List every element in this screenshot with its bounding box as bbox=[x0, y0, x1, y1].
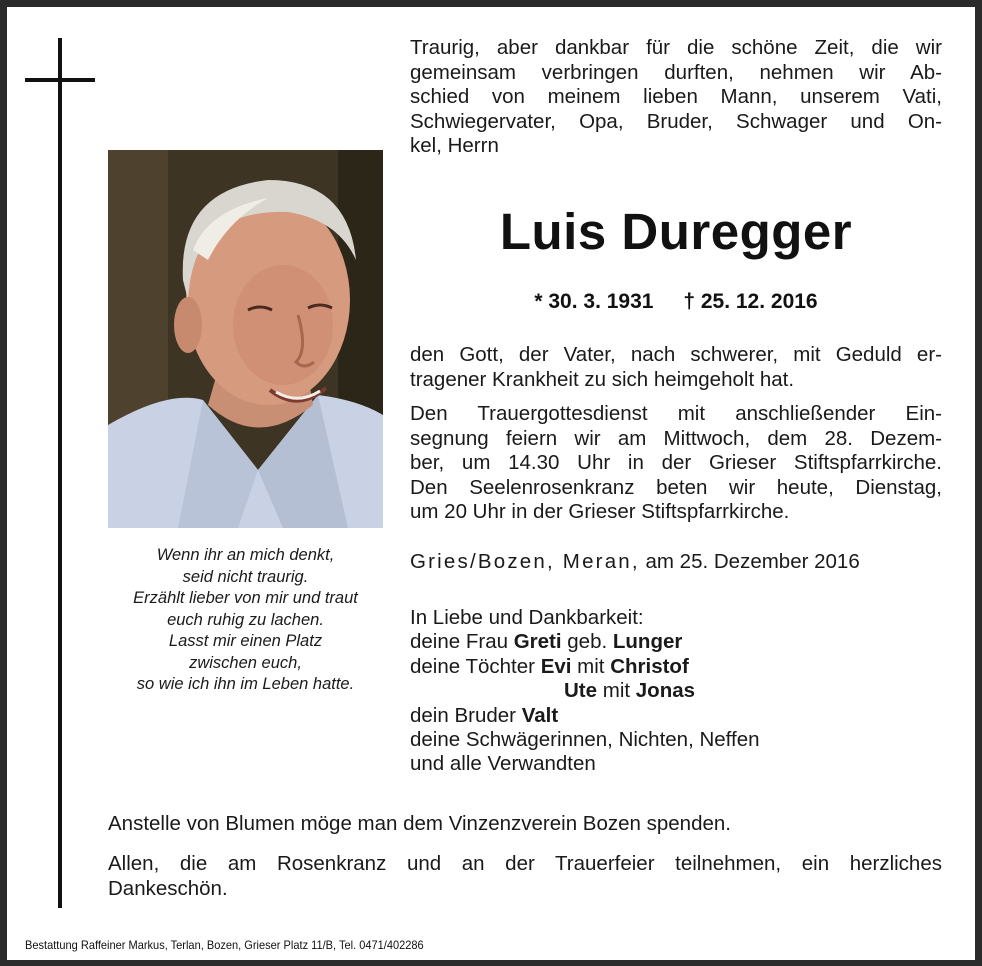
thanks-line: Allen, die am Rosenkranz und an der Trauerfeier teilnehmen, ein herzliches bbox=[108, 852, 942, 875]
death-date: † 25. 12. 2016 bbox=[683, 290, 818, 313]
intro-line: Traurig, aber dankbar für die schöne Zeit, die wir bbox=[410, 36, 942, 59]
family-inlaws: deine Schwägerinnen, Nichten, Neffen bbox=[410, 728, 760, 752]
birth-date: * 30. 3. 1931 bbox=[534, 290, 654, 313]
intro-text bbox=[410, 36, 942, 159]
portrait-photo bbox=[108, 150, 383, 528]
intro-line: Schwiegervater, Opa, Bruder, Schwager und On- bbox=[410, 109, 942, 133]
wife-name: Greti bbox=[513, 630, 562, 654]
with-text: mit bbox=[577, 654, 605, 678]
funeral-home-footer: Bestattung Raffeiner Markus, Terlan, Bozen, Grieser Platz 11/B, Tel. 0471/402286 bbox=[25, 938, 424, 952]
service-line: ber, um 14.30 Uhr in der Grieser Stiftspfarrkirche. bbox=[410, 451, 942, 474]
service-line: Den Trauergottesdienst mit anschließender Ein- bbox=[410, 402, 942, 425]
family-heading: In Liebe und Dankbarkeit: bbox=[410, 606, 644, 629]
intro-line: kel, Herrn bbox=[410, 134, 499, 157]
partner-name: Christof bbox=[610, 654, 689, 678]
cross-icon-horizontal bbox=[25, 78, 95, 82]
place-and-date bbox=[410, 550, 942, 574]
wife-prefix: deine Frau bbox=[410, 630, 509, 654]
poem-line: euch ruhig zu lachen. bbox=[167, 610, 324, 629]
place-names: Gries/Bozen, Meran, bbox=[410, 550, 640, 573]
memorial-poem bbox=[108, 545, 383, 696]
deceased-name: Luis Duregger bbox=[499, 203, 853, 260]
partner-name: Jonas bbox=[635, 679, 696, 703]
brother-prefix: dein Bruder bbox=[410, 703, 516, 727]
announcement-date: am 25. Dezember 2016 bbox=[645, 550, 860, 573]
daughters-prefix: deine Töchter bbox=[410, 654, 535, 678]
cross-icon-vertical bbox=[58, 38, 62, 908]
death-line: tragener Krankheit zu sich heimgeholt hat. bbox=[410, 367, 795, 391]
poem-line: Lasst mir einen Platz bbox=[168, 632, 323, 650]
family-daughter-2 bbox=[410, 679, 942, 703]
brother-name: Valt bbox=[521, 703, 559, 727]
wife-mid: geb. bbox=[567, 630, 608, 654]
service-line: um 20 Uhr in der Grieser Stiftspfarrkirche. bbox=[410, 500, 790, 523]
death-paragraph bbox=[410, 343, 942, 392]
life-dates bbox=[410, 290, 942, 314]
family-wife bbox=[410, 630, 942, 654]
family-relatives: und alle Verwandten bbox=[410, 752, 596, 776]
poem-line: so wie ich ihn im Leben hatte. bbox=[136, 675, 355, 693]
daughter-name: Evi bbox=[540, 654, 572, 678]
service-line: segnung feiern wir am Mittwoch, dem 28. Dezem- bbox=[410, 426, 942, 450]
daughter-name: Ute bbox=[564, 679, 598, 703]
poem-line: Wenn ihr an mich denkt, bbox=[156, 546, 335, 564]
poem-line: seid nicht traurig. bbox=[182, 567, 309, 586]
family-daughter-1 bbox=[410, 655, 942, 679]
flowers-note: Anstelle von Blumen möge man dem Vinzenzverein Bozen spenden. bbox=[108, 812, 731, 835]
intro-line: gemeinsam verbringen durften, nehmen wir Ab- bbox=[410, 60, 942, 84]
with-text: mit bbox=[602, 679, 631, 703]
poem-line: Erzählt lieber von mir und traut bbox=[133, 589, 358, 607]
service-line: Den Seelenrosenkranz beten wir heute, Dienstag, bbox=[410, 475, 942, 499]
family-list bbox=[410, 606, 942, 777]
family-brother bbox=[410, 704, 942, 728]
death-line: den Gott, der Vater, nach schwerer, mit Geduld er- bbox=[410, 343, 942, 366]
poem-line: zwischen euch, bbox=[189, 653, 302, 672]
wife-maiden-name: Lunger bbox=[612, 630, 683, 654]
intro-line: schied von meinem lieben Mann, unserem Vati, bbox=[410, 85, 942, 108]
service-paragraph bbox=[410, 402, 942, 525]
thanks-paragraph bbox=[108, 852, 942, 901]
thanks-line: Dankeschön. bbox=[108, 876, 228, 900]
